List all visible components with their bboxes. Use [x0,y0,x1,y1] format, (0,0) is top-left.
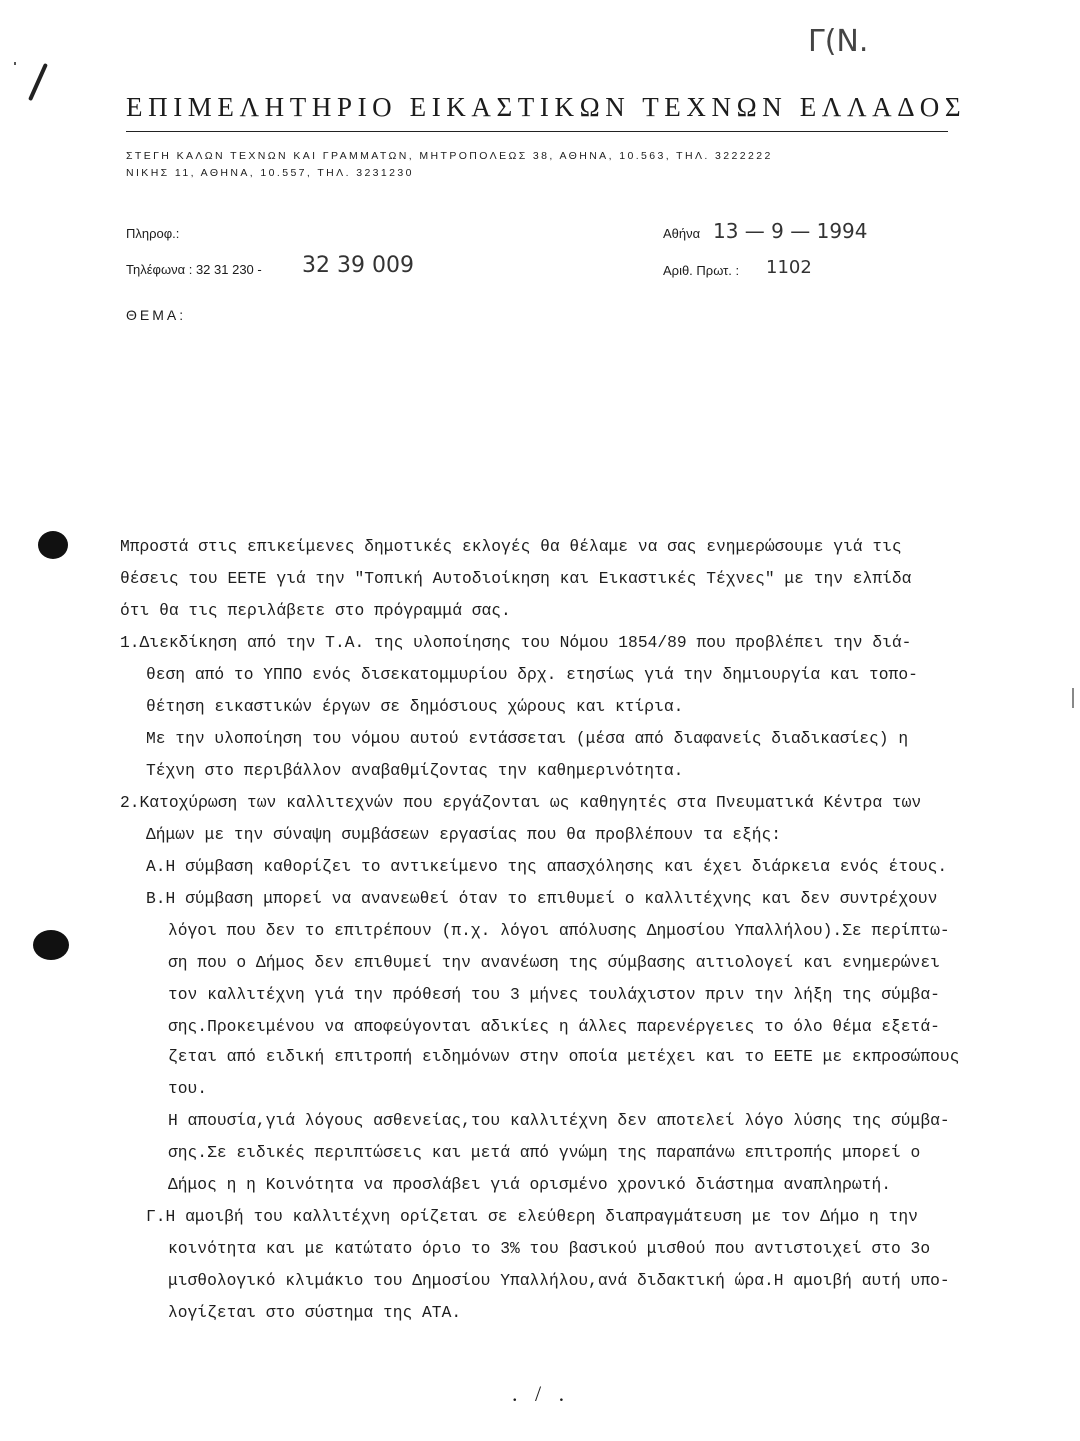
body-line: Δήμος η η Κοινότητα να προσλάβει γιά ορισμένο χρονικό διάστημα αναπληρωτή. [168,1175,892,1194]
body-line: 2.Κατοχύρωση των καλλιτεχνών που εργάζονται ως καθηγητές στα Πνευματικά Κέντρα των [120,793,922,812]
body-line: 1.Διεκδίκηση από την Τ.Α. της υλοποίησης του Νόμου 1854/89 που προβλέπει την διά- [120,633,912,652]
body-line: λογίζεται στο σύστημα της ΑΤΑ. [168,1303,462,1322]
body-line: θέτηση εικαστικών έργων σε δημόσιους χώρους και κτίρια. [146,697,684,716]
body-line: Τέχνη στο περιβάλλον αναβαθμίζοντας την καθημερινότητα. [146,761,684,780]
handwritten-initials: Γ(Ν. [808,24,869,59]
body-line: του. [168,1079,208,1098]
body-line: Γ.Η αμοιβή του καλλιτέχνη ορίζεται σε ελεύθερη διαπραγμάτευση με τον Δήμο η την [146,1207,918,1226]
body-line: Δήμων με την σύναψη συμβάσεων εργασίας που θα προβλέπουν τα εξής: [146,825,782,844]
phones-label: Τηλέφωνα : 32 31 230 - [126,262,262,277]
body-line: μισθολογικό κλιμάκιο του Δημοσίου Υπαλλήλου,ανά διδακτική ώρα.Η αμοιβή αυτή υπο- [168,1271,950,1290]
subject-label: ΘΕΜΑ: [126,307,187,323]
body-line: Α.Η σύμβαση καθορίζει το αντικείμενο της απασχόλησης και έχει διάρκεια ενός έτους. [146,857,948,876]
address-line-1: ΣΤΕΓΗ ΚΑΛΩΝ ΤΕΧΝΩΝ ΚΑΙ ΓΡΑΜΜΑΤΩΝ, ΜΗΤΡΟΠΟΛΕΩΣ 38, ΑΘΗΝΑ, 10.563, ΤΗΛ. 3222222 [126,150,773,162]
date-handwritten: 13 — 9 — 1994 [713,219,868,243]
continuation-mark: . / . [512,1381,571,1406]
body-line: θέσεις του ΕΕΤΕ γιά την "Τοπική Αυτοδιοίκηση και Εικαστικές Τέχνες" με την ελπίδα [120,569,912,588]
letterhead-rule [126,131,948,132]
phones-handwritten: 32 39 009 [302,253,414,278]
body-line: σης.Προκειμένου να αποφεύγονται αδικίες η άλλες παρενέργειες το όλο θέμα εξετά- [168,1017,940,1036]
body-line: ότι θα τις περιλάβετε στο πρόγραμμά σας. [120,601,511,620]
body-line: λόγοι που δεν το επιτρέπουν (π.χ. λόγοι απόλυσης Δημοσίου Υπαλλήλου).Σε περίπτω- [168,921,950,940]
binder-hole-mark-bottom [33,930,69,960]
protocol-number: 1102 [766,257,812,278]
right-edge-speck [1072,688,1074,708]
binder-hole-mark-top [38,531,68,559]
protocol-label: Αριθ. Πρωτ. : [663,263,740,278]
body-line: κοινότητα και με κατώτατο όριο το 3% του βασικού μισθού που αντιστοιχεί στο 3ο [168,1239,931,1258]
pen-stroke-mark [28,63,48,101]
organization-title: ΕΠΙΜΕΛΗΤΗΡΙΟ ΕΙΚΑΣΤΙΚΩΝ ΤΕΧΝΩΝ ΕΛΛΑΔΟΣ [126,92,967,122]
date-label: Αθήνα [663,226,701,241]
scan-speck [14,62,16,65]
body-line: Μπροστά στις επικείμενες δημοτικές εκλογές θα θέλαμε να σας ενημερώσουμε γιά τις [120,537,902,556]
body-line: ζεται από ειδική επιτροπή ειδημόνων στην οποία μετέχει και το ΕΕΤΕ με εκπροσώπους [168,1047,960,1066]
info-label: Πληροφ.: [126,226,180,241]
body-line: σης.Σε ειδικές περιπτώσεις και μετά από γνώμη της παραπάνω επιτροπής μπορεί ο [168,1143,921,1162]
body-line: ση που ο Δήμος δεν επιθυμεί την ανανέωση της σύμβασης αιτιολογεί και ενημερώνει [168,953,940,972]
body-line: Β.Η σύμβαση μπορεί να ανανεωθεί όταν το επιθυμεί ο καλλιτέχνης και δεν συντρέχουν [146,889,938,908]
body-line: Η απουσία,γιά λόγους ασθενείας,του καλλιτέχνη δεν αποτελεί λόγο λύσης της σύμβα- [168,1111,950,1130]
body-line: Με την υλοποίηση του νόμου αυτού εντάσσεται (μέσα από διαφανείς διαδικασίες) η [146,729,909,748]
body-line: τον καλλιτέχνη γιά την πρόθεσή του 3 μήνες τουλάχιστον πριν την λήξη της σύμβα- [168,985,940,1004]
address-line-2: ΝΙΚΗΣ 11, ΑΘΗΝΑ, 10.557, ΤΗΛ. 3231230 [126,167,414,179]
body-line: θεση από το ΥΠΠΟ ενός δισεκατομμυρίου δρχ. ετησίως γιά την δημιουργία και τοπο- [146,665,918,684]
